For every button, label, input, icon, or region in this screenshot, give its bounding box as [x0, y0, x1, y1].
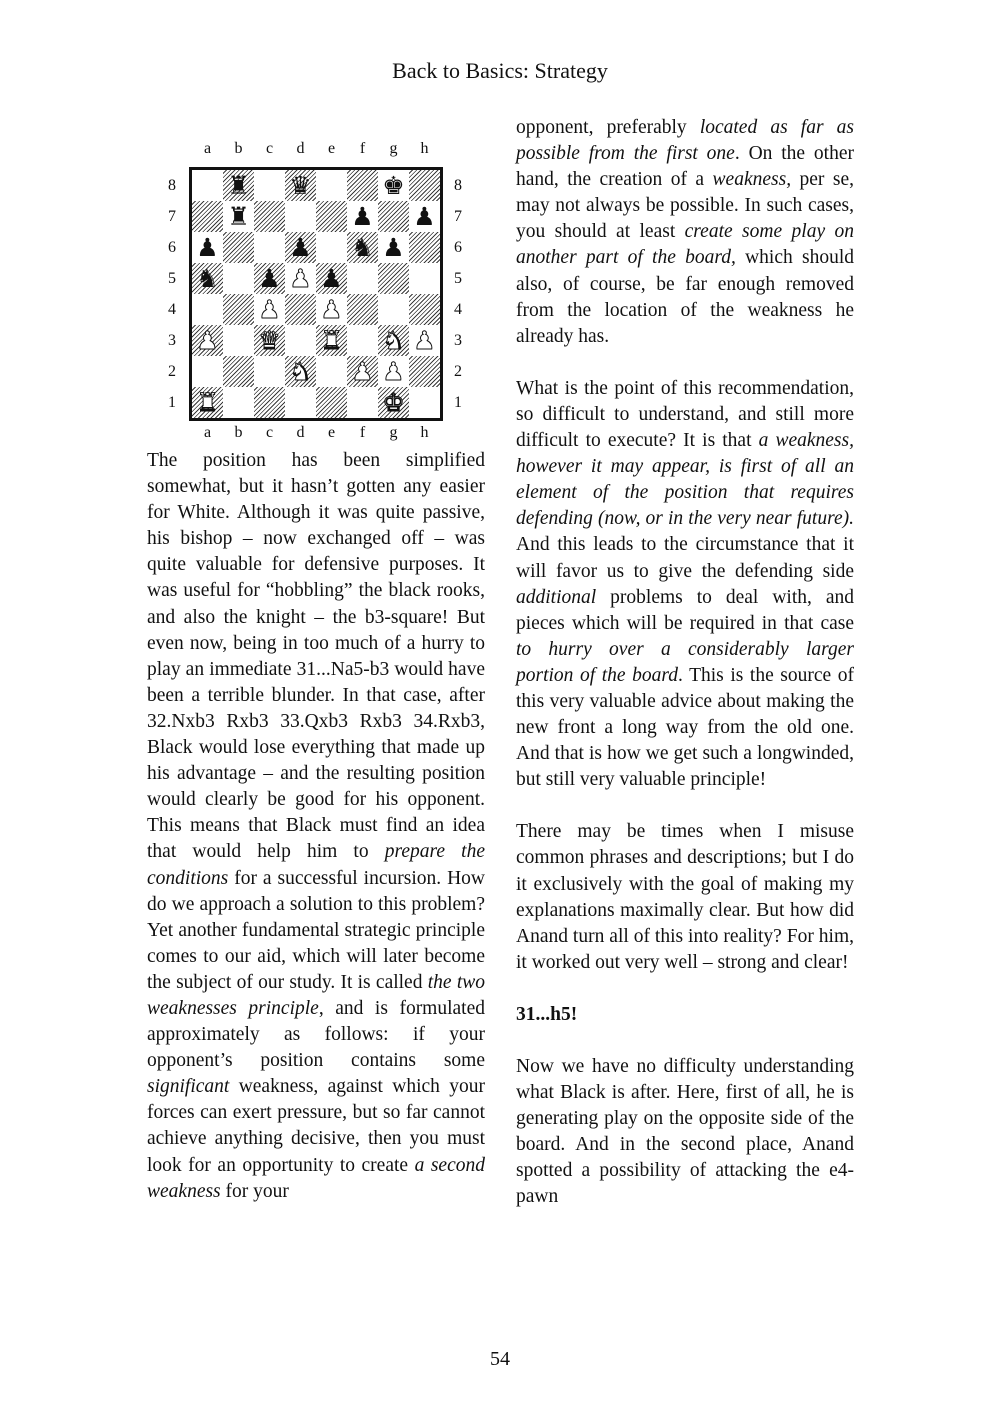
file-label: h — [420, 140, 429, 157]
text-run: And this leads to the circumstance that it will favor us to give the defending side — [516, 534, 854, 582]
square-c3 — [254, 325, 285, 356]
paragraph — [516, 376, 854, 794]
square-e8 — [316, 170, 347, 201]
white-pawn-icon: ♟ — [382, 357, 405, 386]
black-pawn-icon: ♟ — [320, 264, 343, 293]
square-b8 — [223, 170, 254, 201]
rank-label: 2 — [168, 363, 176, 380]
italic-text: additional — [516, 586, 597, 608]
square-f1 — [347, 387, 378, 418]
white-queen-icon: ♛ — [258, 326, 281, 355]
black-pawn-icon: ♟ — [382, 233, 405, 262]
square-b5 — [223, 263, 254, 294]
square-g7 — [378, 201, 409, 232]
rank-label: 5 — [168, 270, 176, 287]
square-d5 — [285, 263, 316, 294]
file-label: e — [327, 424, 336, 441]
file-label: c — [265, 424, 274, 441]
square-c7 — [254, 201, 285, 232]
file-label: a — [203, 424, 212, 441]
file-label: a — [203, 140, 212, 157]
black-knight-icon: ♞ — [351, 233, 374, 262]
rank-label: 2 — [454, 363, 462, 380]
paragraph — [516, 819, 854, 976]
file-label: e — [327, 140, 336, 157]
text-run: What is the point of this recommendation, so difficult to understand, and still more difficult to execute? It is that — [516, 377, 854, 452]
rank-label: 6 — [168, 239, 176, 256]
square-b3 — [223, 325, 254, 356]
text-run: which should also, of course, be far enough removed from the location of the weakness he already has. — [516, 247, 854, 347]
square-c5 — [254, 263, 285, 294]
square-d2 — [285, 356, 316, 387]
rank-label: 7 — [168, 208, 176, 225]
square-f3 — [347, 325, 378, 356]
square-h1 — [409, 387, 440, 418]
square-c4 — [254, 294, 285, 325]
rank-labels-right — [448, 170, 468, 418]
black-pawn-icon: ♟ — [413, 202, 436, 231]
square-h5 — [409, 263, 440, 294]
text-run: Now we have no difficulty understanding what Black is after. Here, first of all, he is generating play on the opposite side of the board. And in the second place, Anand spotted a possibility of attacking the e4-pawn — [516, 1056, 854, 1208]
italic-text: weakness, — [712, 169, 792, 191]
text-run: There may be times when I misuse common phrases and descriptions; but I do it exclusively with the goal of making my explanations maximally clear. But how did Anand turn all of this into reality? For him, it worked out very well – strong and clear! — [516, 821, 854, 973]
black-queen-icon: ♛ — [289, 171, 312, 200]
white-knight-icon: ♞ — [382, 326, 405, 355]
square-h8 — [409, 170, 440, 201]
square-e6 — [316, 232, 347, 263]
square-f7 — [347, 201, 378, 232]
square-d3 — [285, 325, 316, 356]
square-h4 — [409, 294, 440, 325]
square-b4 — [223, 294, 254, 325]
square-e5 — [316, 263, 347, 294]
italic-text: the two weaknesses principle — [147, 971, 485, 1019]
text-run: , and is formulated approximately as follows: if your opponent’s position contains some — [147, 997, 485, 1072]
square-h7 — [409, 201, 440, 232]
file-label: b — [234, 424, 243, 441]
white-rook-icon: ♜ — [196, 388, 219, 417]
white-king-icon: ♚ — [382, 388, 405, 417]
square-b7 — [223, 201, 254, 232]
rank-label: 8 — [168, 177, 176, 194]
square-e2 — [316, 356, 347, 387]
rank-label: 4 — [168, 301, 176, 318]
white-pawn-icon: ♟ — [196, 326, 219, 355]
square-a3 — [192, 325, 223, 356]
black-rook-icon: ♜ — [227, 202, 250, 231]
square-a1 — [192, 387, 223, 418]
white-pawn-icon: ♟ — [351, 357, 374, 386]
move-heading: 31...h5! — [516, 1003, 578, 1025]
square-h3 — [409, 325, 440, 356]
italic-text: to hurry over a considerably larger portion of the board — [516, 638, 854, 686]
rank-label: 7 — [454, 208, 462, 225]
square-f4 — [347, 294, 378, 325]
square-b6 — [223, 232, 254, 263]
file-label: d — [296, 424, 305, 441]
black-king-icon: ♚ — [382, 171, 405, 200]
square-b2 — [223, 356, 254, 387]
file-label: f — [359, 424, 366, 441]
chess-diagram — [160, 140, 480, 445]
page-number: 54 — [490, 1348, 510, 1370]
square-h6 — [409, 232, 440, 263]
rank-label: 4 — [454, 301, 462, 318]
rank-label: 1 — [168, 394, 176, 411]
file-label: c — [265, 140, 274, 157]
italic-text: a second weakness — [147, 1154, 485, 1202]
square-f2 — [347, 356, 378, 387]
chess-board — [189, 167, 443, 421]
square-c2 — [254, 356, 285, 387]
square-e4 — [316, 294, 347, 325]
square-d1 — [285, 387, 316, 418]
square-a5 — [192, 263, 223, 294]
square-d8 — [285, 170, 316, 201]
italic-text: located as far as possible from the first one — [516, 117, 854, 165]
white-pawn-icon: ♟ — [258, 295, 281, 324]
square-e7 — [316, 201, 347, 232]
paragraph — [147, 448, 485, 1205]
file-labels-top — [192, 140, 440, 158]
text-run: weakness, against which your forces can exert pressure, but so far cannot achieve anything decisive, then you must look for an opportunity to create — [147, 1076, 485, 1176]
square-g2 — [378, 356, 409, 387]
black-pawn-icon: ♟ — [351, 202, 374, 231]
text-run: . On the other hand, the creation of a — [516, 143, 854, 191]
italic-text: significant — [147, 1076, 230, 1098]
text-run: . This is the source of this very valuable advice about making the new front a long way from the old one. And that is how we get such a longwinded, but still very valuable principle! — [516, 664, 855, 791]
text-run: problems to deal with, and pieces which will be required in that case — [516, 586, 854, 634]
square-a7 — [192, 201, 223, 232]
square-h2 — [409, 356, 440, 387]
square-g8 — [378, 170, 409, 201]
square-g1 — [378, 387, 409, 418]
square-f6 — [347, 232, 378, 263]
file-labels-bottom — [192, 424, 440, 442]
rank-label: 5 — [454, 270, 462, 287]
square-d4 — [285, 294, 316, 325]
square-b1 — [223, 387, 254, 418]
square-d6 — [285, 232, 316, 263]
white-rook-icon: ♜ — [320, 326, 343, 355]
square-g5 — [378, 263, 409, 294]
text-run: per se, may not always be possible. In such cases, you should at least — [516, 169, 854, 243]
file-label: b — [234, 140, 243, 157]
text-run: The position has been simplified somewhat, but it hasn’t gotten any easier for White. Although it was quite passive, his bishop – now exchanged off – was quite valuable for defensive purposes. It was useful for “hobbling” the black rooks, and also the knight – the b3-square! But even now, being in too much of a hurry to play an immediate 31...Na5-b3 would have been a terrible blunder. In that case, after 32.Nxb3 Rxb3 33.Qxb3 Rxb3 34.Rxb3, Black would lose everything that made up his advantage – and the resulting position would clearly be good for his opponent. This means that Black must find an idea that would help him to — [147, 450, 485, 863]
file-label: d — [296, 140, 305, 157]
file-label: g — [389, 140, 398, 157]
file-label: g — [389, 424, 398, 441]
white-pawn-icon: ♟ — [413, 326, 436, 355]
black-pawn-icon: ♟ — [258, 264, 281, 293]
file-label: h — [420, 424, 429, 441]
rank-label: 1 — [454, 394, 462, 411]
text-run: for your — [220, 1180, 289, 1202]
black-pawn-icon: ♟ — [196, 233, 219, 262]
white-pawn-icon: ♟ — [320, 295, 343, 324]
rank-label: 6 — [454, 239, 462, 256]
black-pawn-icon: ♟ — [289, 233, 312, 262]
square-g3 — [378, 325, 409, 356]
square-a4 — [192, 294, 223, 325]
square-g4 — [378, 294, 409, 325]
rank-label: 8 — [454, 177, 462, 194]
rank-label: 3 — [168, 332, 176, 349]
square-c1 — [254, 387, 285, 418]
black-knight-icon: ♞ — [196, 264, 219, 293]
running-header: Back to Basics: Strategy — [392, 58, 608, 83]
square-e1 — [316, 387, 347, 418]
right-column — [516, 115, 854, 1211]
square-a6 — [192, 232, 223, 263]
left-column — [147, 448, 485, 1205]
white-knight-icon: ♞ — [289, 357, 312, 386]
square-g6 — [378, 232, 409, 263]
square-e3 — [316, 325, 347, 356]
rank-label: 3 — [454, 332, 462, 349]
square-c6 — [254, 232, 285, 263]
text-run: opponent, preferably — [516, 117, 700, 138]
black-rook-icon: ♜ — [227, 171, 250, 200]
file-label: f — [359, 140, 366, 157]
italic-text: a weakness, however it may appear, is first of all an element of the position that requires defending (now, or in the very near future). — [516, 430, 854, 530]
square-f8 — [347, 170, 378, 201]
paragraph — [516, 1054, 854, 1211]
paragraph — [516, 115, 854, 350]
white-pawn-icon: ♟ — [289, 264, 312, 293]
italic-text: create some play on another part of the board, — [516, 221, 854, 269]
italic-text: prepare the conditions — [147, 841, 485, 889]
square-a2 — [192, 356, 223, 387]
square-d7 — [285, 201, 316, 232]
square-a8 — [192, 170, 223, 201]
square-f5 — [347, 263, 378, 294]
rank-labels-left — [162, 170, 182, 418]
square-c8 — [254, 170, 285, 201]
text-run: for a successful incursion. How do we approach a solution to this problem? Yet another fundamental strategic principle comes to our aid, which will later become the subject of our study. It is called — [147, 867, 485, 993]
